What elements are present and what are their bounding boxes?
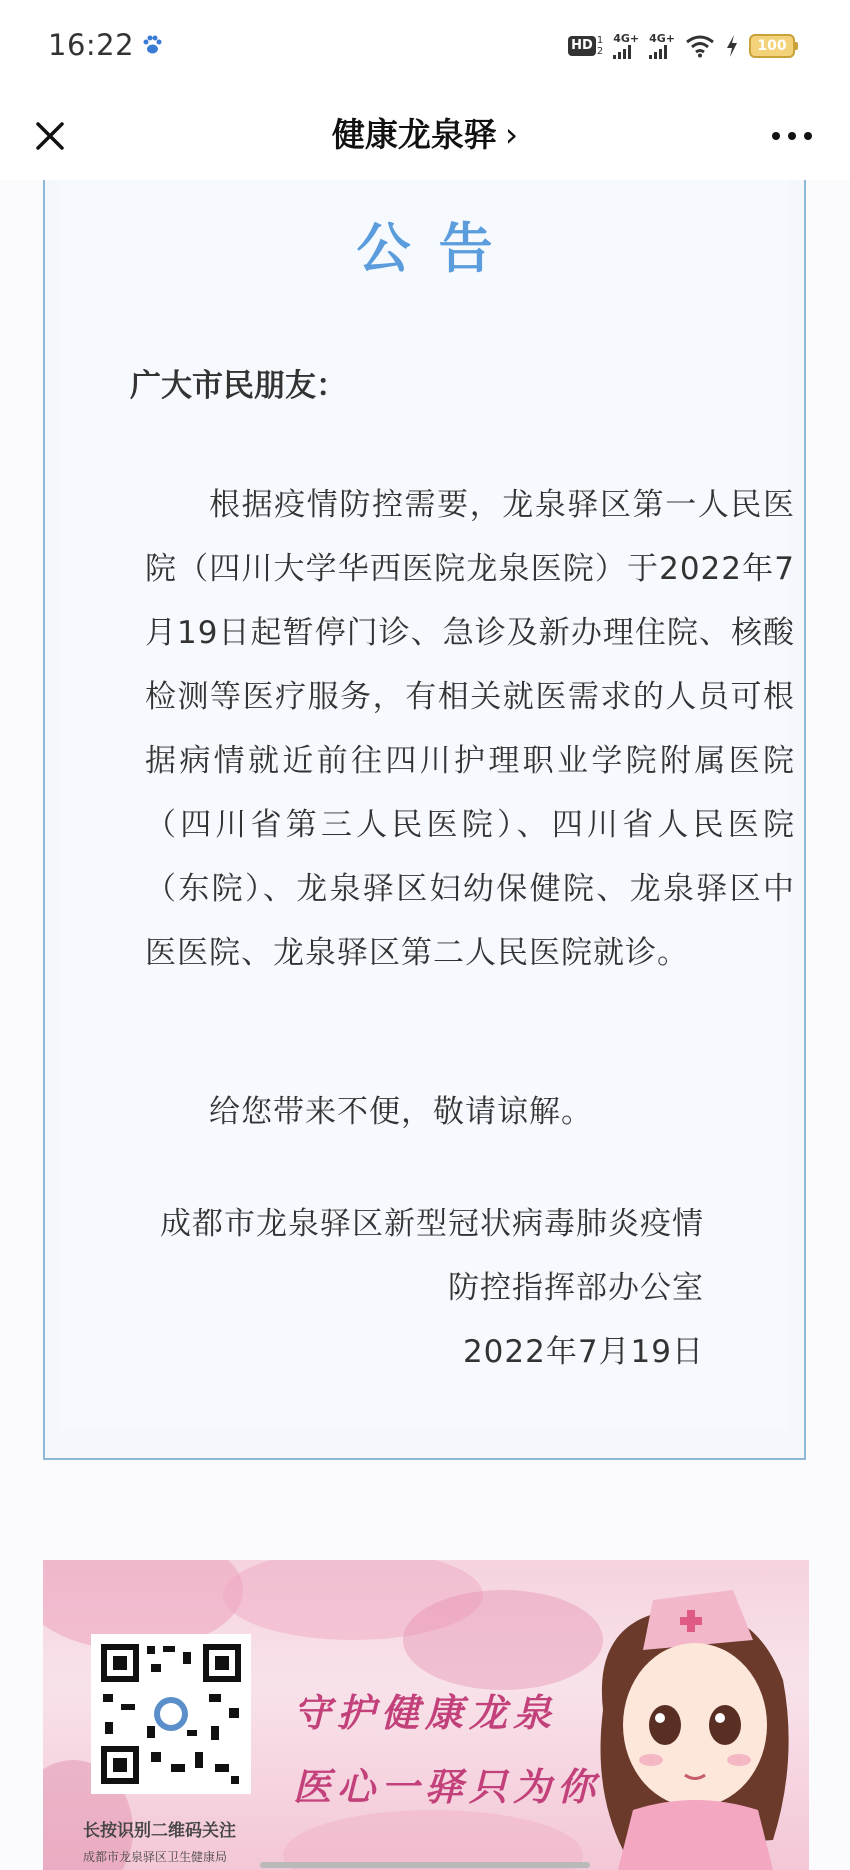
notice-heading: 公告 [356,217,521,280]
signal-bars-2 [649,45,667,59]
wifi-icon [685,34,715,58]
nurse-cartoon-icon [583,1560,809,1870]
signal-bars-1 [613,45,631,59]
qr-sub-label: 成都市龙泉驿区卫生健康局 [83,1850,228,1864]
charging-icon [725,34,739,58]
net-type-2: 4G+ [649,32,675,45]
battery-level: 100 [749,34,795,58]
hd-sim-digits [597,35,603,57]
status-indicators [568,30,798,62]
hd-voice-icon [568,35,603,57]
status-time: 16:22 [48,28,135,62]
notice-body: 根据疫情防控需要，龙泉驿区第一人民医院（四川大学华西医院龙泉医院）于2022年7月19日起暂停门诊、急诊及新办理住院、核酸检测等医疗服务，有相关就医需求的人员可根据病情就近前往四川护理职业学院附属医院（四川省第三人民医院）、四川省人民医院（东院）、龙泉驿区妇幼保健院、龙泉驿区中医医院、龙泉驿区第二人民医院就诊。 [145,487,795,971]
hd-sim-bottom: 2 [596,46,604,57]
notice-signature [160,1192,704,1384]
paw-icon [141,34,163,56]
more-dots-icon[interactable] [762,114,822,158]
promo-banner[interactable] [43,1560,809,1870]
title-bar [0,92,850,180]
signature-line-1: 成都市龙泉驿区新型冠状病毒肺炎疫情 [160,1206,704,1242]
hd-label: HD [568,36,596,56]
notice-salutation: 广大市民朋友： [130,368,347,404]
notice-date: 2022年7月19日 [462,1334,704,1370]
notice-card [43,180,806,1460]
signal-sim2-icon [649,33,675,59]
home-indicator[interactable] [260,1862,590,1868]
banner-slogan-2: 医心一驿只为你 [293,1764,602,1809]
chevron-right-icon: › [504,115,519,154]
battery-icon [749,34,798,58]
qr-code-icon[interactable] [91,1634,251,1794]
banner-slogan-1: 守护健康龙泉 [293,1690,558,1735]
net-type-1: 4G+ [613,32,640,45]
qr-label: 长按识别二维码关注 [83,1821,236,1841]
hd-sim-top: 1 [596,35,604,46]
notice-apology: 给您带来不便，敬请谅解。 [209,1094,593,1130]
signal-sim1-icon [613,33,639,59]
status-bar [0,0,850,92]
signature-line-2: 防控指挥部办公室 [448,1270,704,1306]
page-title: 健康龙泉驿 [331,115,497,154]
account-title-link[interactable] [0,112,850,158]
